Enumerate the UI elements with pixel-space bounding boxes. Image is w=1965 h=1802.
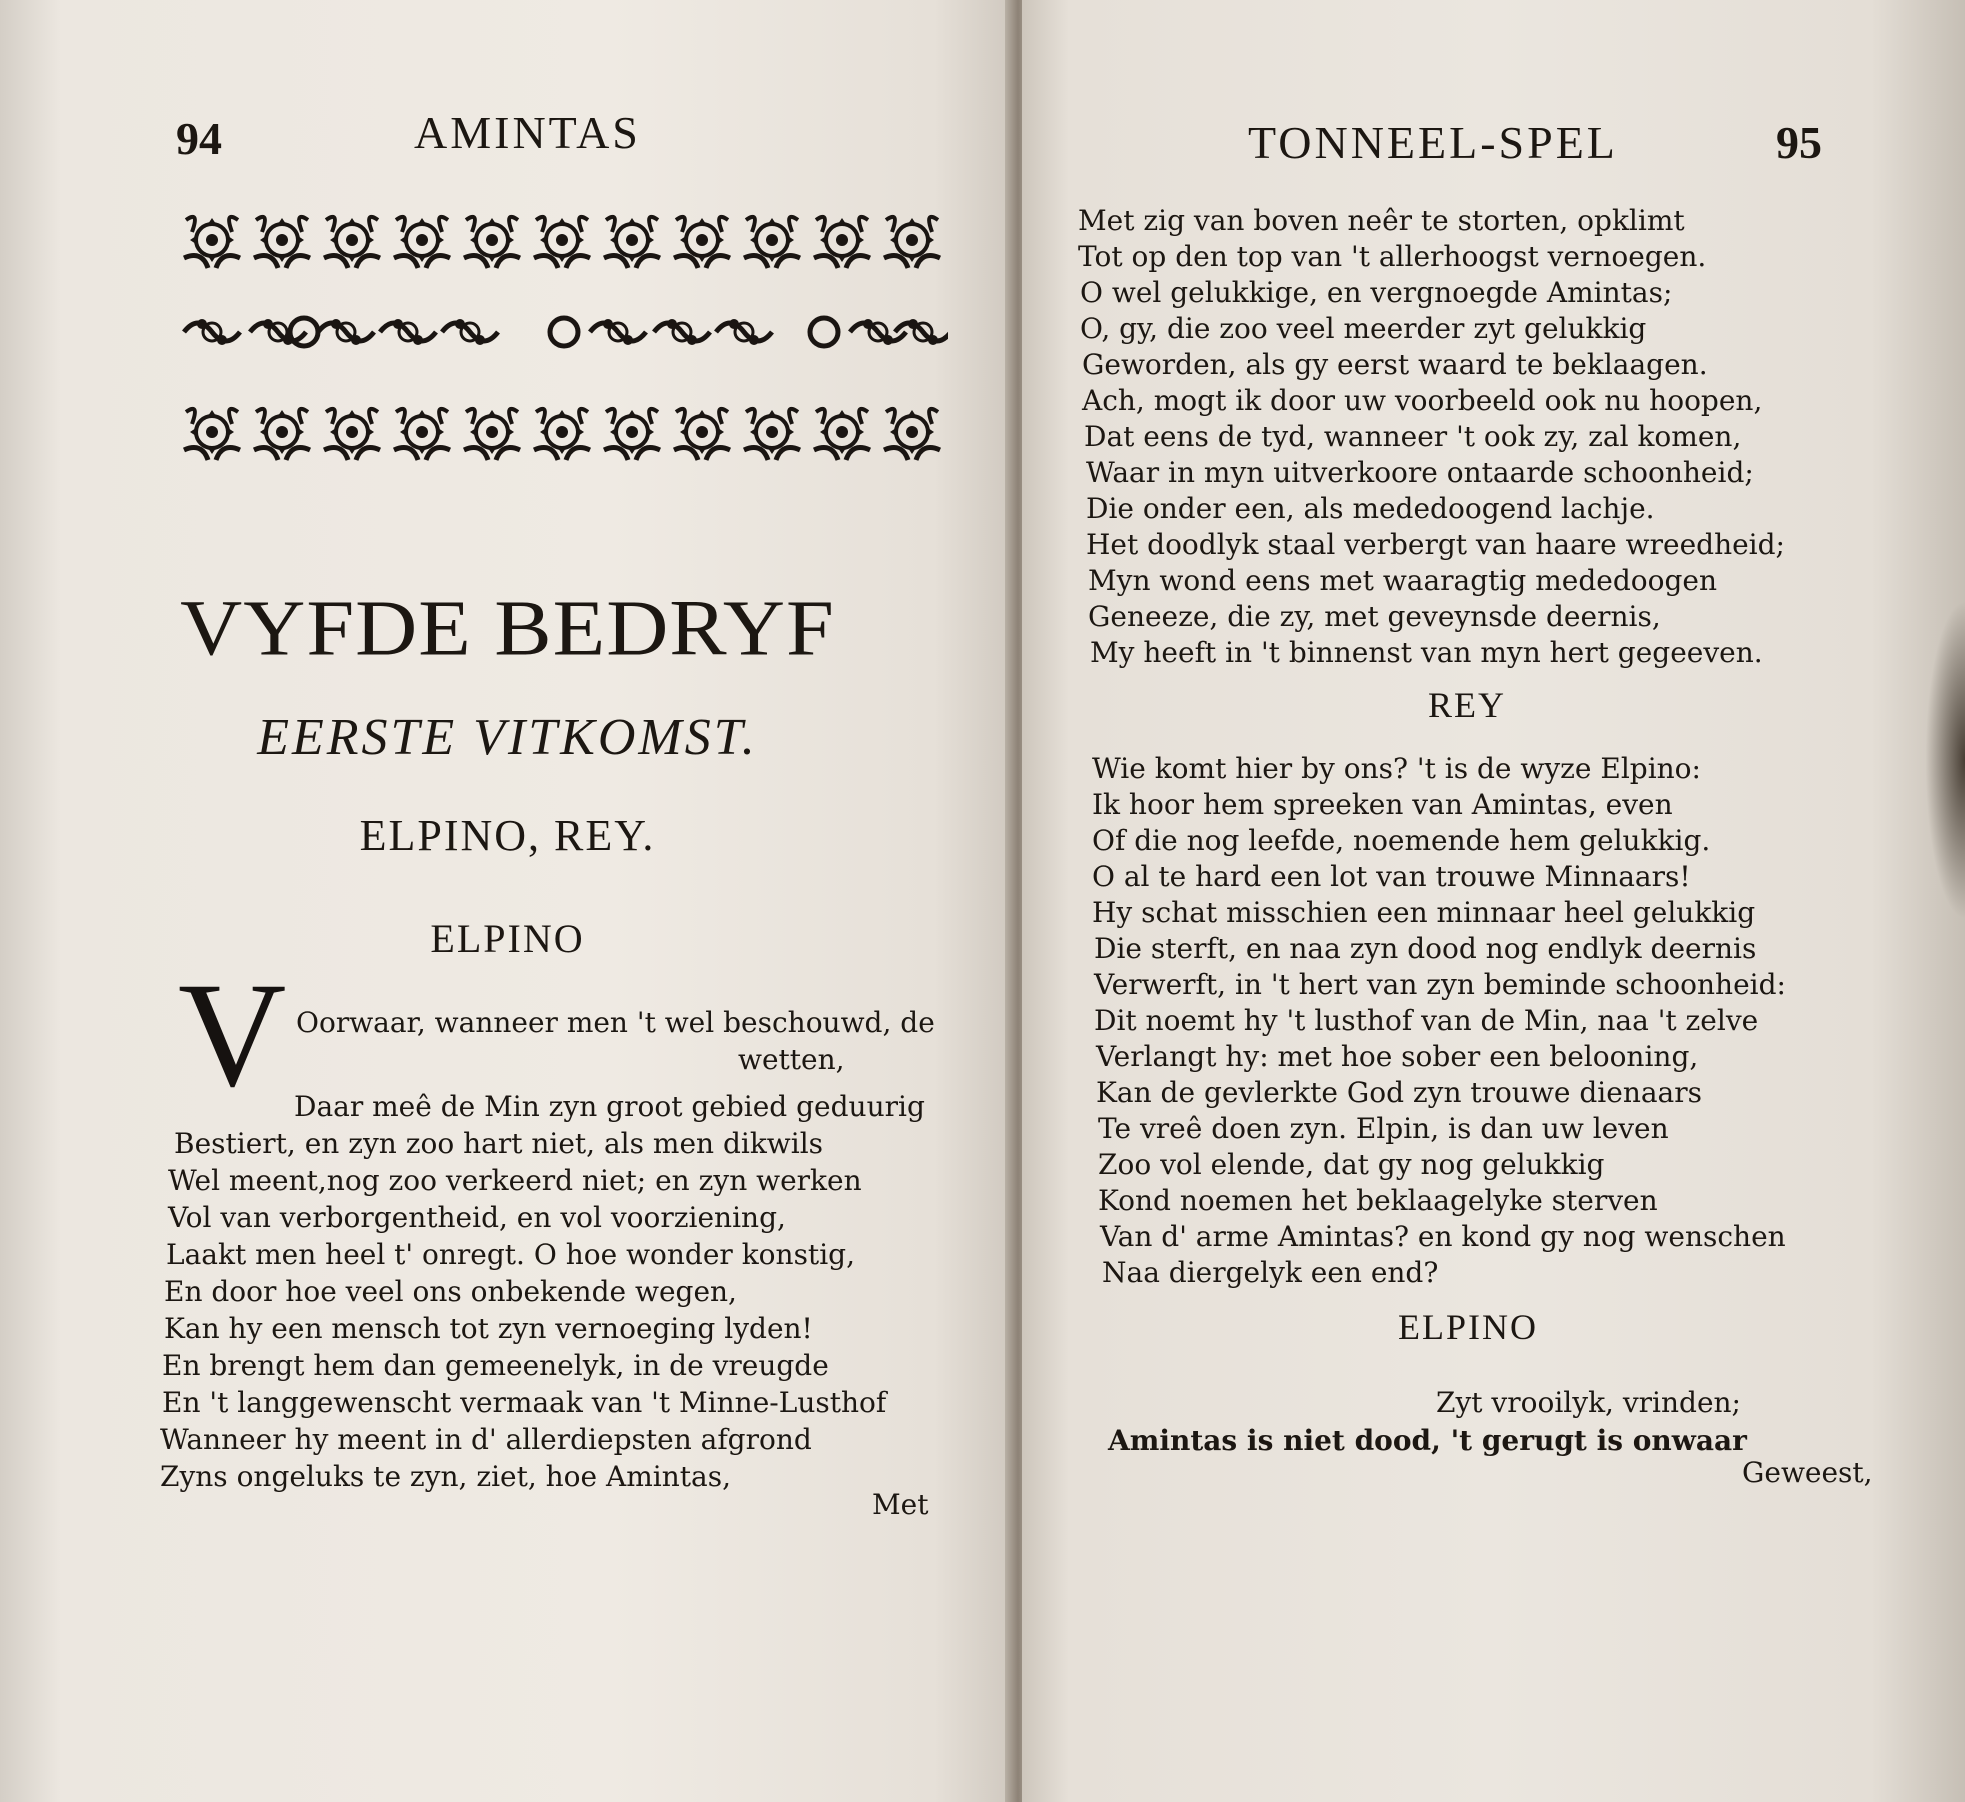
running-head-right: TONNEEL-SPEL bbox=[1248, 117, 1618, 168]
verse-line: Wel meent,nog zoo verkeerd niet; en zyn werken bbox=[168, 1164, 862, 1197]
verse-line: Oorwaar, wanneer men 't wel beschouwd, de bbox=[296, 1006, 935, 1039]
verse-line: Ik hoor hem spreeken van Amintas, even bbox=[1092, 788, 1673, 821]
verse-line: Zyns ongeluks te zyn, ziet, hoe Amintas, bbox=[160, 1460, 731, 1493]
verse-line: O al te hard een lot van trouwe Minnaars! bbox=[1092, 860, 1691, 893]
verse-line: Kan de gevlerkte God zyn trouwe dienaars bbox=[1096, 1076, 1702, 1109]
verse-line: Kan hy een mensch tot zyn vernoeging lyden! bbox=[164, 1312, 813, 1345]
page-number-left: 94 bbox=[176, 113, 222, 164]
verse-line: Dit noemt hy 't lusthof van de Min, naa 't zelve bbox=[1094, 1004, 1759, 1037]
verse-line: Geworden, als gy eerst waard te beklaagen. bbox=[1082, 348, 1708, 381]
verse-line: Myn wond eens met waaragtig mededoogen bbox=[1088, 564, 1717, 597]
speaker-elpino: ELPINO bbox=[1398, 1307, 1538, 1347]
right-page bbox=[1022, 0, 1965, 1802]
verse-line: Wanneer hy meent in d' allerdiepsten afgrond bbox=[160, 1423, 812, 1456]
verse-line: Met zig van boven neêr te storten, opklimt bbox=[1078, 204, 1685, 237]
verse-line: Of die nog leefde, noemende hem gelukkig. bbox=[1092, 824, 1711, 857]
verse-line: Tot op den top van 't allerhoogst vernoegen. bbox=[1078, 240, 1707, 273]
verse-line: Ach, mogt ik door uw voorbeeld ook nu hoopen, bbox=[1082, 384, 1763, 417]
verse-line: Hy schat misschien een minnaar heel gelukkig bbox=[1092, 896, 1756, 929]
verse-line: Vol van verborgentheid, en vol voorziening, bbox=[168, 1201, 786, 1234]
verse-line: Geneeze, die zy, met geveynsde deernis, bbox=[1088, 600, 1661, 633]
verse-line: Daar meê de Min zyn groot gebied geduurig bbox=[294, 1090, 925, 1123]
verse-line: Wie komt hier by ons? 't is de wyze Elpino: bbox=[1092, 752, 1701, 785]
verse-line: Naa diergelyk een end? bbox=[1102, 1256, 1439, 1289]
verse-line: Die sterft, en naa zyn dood nog endlyk deernis bbox=[1094, 932, 1757, 965]
verse-line: Zoo vol elende, dat gy nog gelukkig bbox=[1098, 1148, 1605, 1181]
verse-line: Dat eens de tyd, wanneer 't ook zy, zal komen, bbox=[1084, 420, 1742, 453]
verse-line: My heeft in 't binnenst van myn hert gegeeven. bbox=[1090, 636, 1763, 669]
dramatis-personae: ELPINO, REY. bbox=[359, 811, 656, 860]
verse-line: wetten, bbox=[738, 1043, 845, 1076]
verse-line: Zyt vrooilyk, vrinden; bbox=[1436, 1386, 1741, 1419]
verse-line: O wel gelukkige, en vergnoegde Amintas; bbox=[1080, 276, 1673, 309]
verse-line: Die onder een, als mededoogend lachje. bbox=[1086, 492, 1655, 525]
running-head-left: AMINTAS bbox=[414, 107, 641, 158]
verse-line: Te vreê doen zyn. Elpin, is dan uw leven bbox=[1098, 1112, 1669, 1145]
page-edge-shadow bbox=[1925, 600, 1965, 920]
verse-line: Van d' arme Amintas? en kond gy nog wenschen bbox=[1100, 1220, 1786, 1253]
drop-cap: V bbox=[178, 952, 287, 1118]
verse-line: Het doodlyk staal verbergt van haare wreedheid; bbox=[1086, 528, 1785, 561]
verse-line: Verlangt hy: met hoe sober een belooning, bbox=[1096, 1040, 1699, 1073]
catchword: Met bbox=[872, 1488, 929, 1521]
page-number-right: 95 bbox=[1776, 117, 1822, 168]
catchword: Geweest, bbox=[1742, 1456, 1873, 1489]
verse-line: Amintas is niet dood, 't gerugt is onwaar bbox=[1108, 1424, 1747, 1457]
scene-title: EERSTE VITKOMST. bbox=[257, 709, 758, 766]
verse-line: En 't langgewenscht vermaak van 't Minne-Lusthof bbox=[162, 1386, 887, 1419]
act-title: VYFDE BEDRYF bbox=[180, 583, 835, 673]
verse-line: Bestiert, en zyn zoo hart niet, als men dikwils bbox=[174, 1127, 824, 1160]
floral-ornament-band bbox=[178, 192, 948, 482]
verse-line: En door hoe veel ons onbekende wegen, bbox=[164, 1275, 737, 1308]
verse-line: Kond noemen het beklaagelyke sterven bbox=[1098, 1184, 1658, 1217]
verse-line: En brengt hem dan gemeenelyk, in de vreugde bbox=[162, 1349, 829, 1382]
verse-line: O, gy, die zoo veel meerder zyt gelukkig bbox=[1080, 312, 1647, 345]
verse-line: Waar in myn uitverkoore ontaarde schoonheid; bbox=[1086, 456, 1754, 489]
verse-line: Laakt men heel t' onregt. O hoe wonder konstig, bbox=[166, 1238, 855, 1271]
speaker-rey: REY bbox=[1428, 685, 1506, 725]
speaker-elpino: ELPINO bbox=[430, 916, 585, 961]
verse-line: Verwerft, in 't hert van zyn beminde schoonheid: bbox=[1094, 968, 1786, 1001]
